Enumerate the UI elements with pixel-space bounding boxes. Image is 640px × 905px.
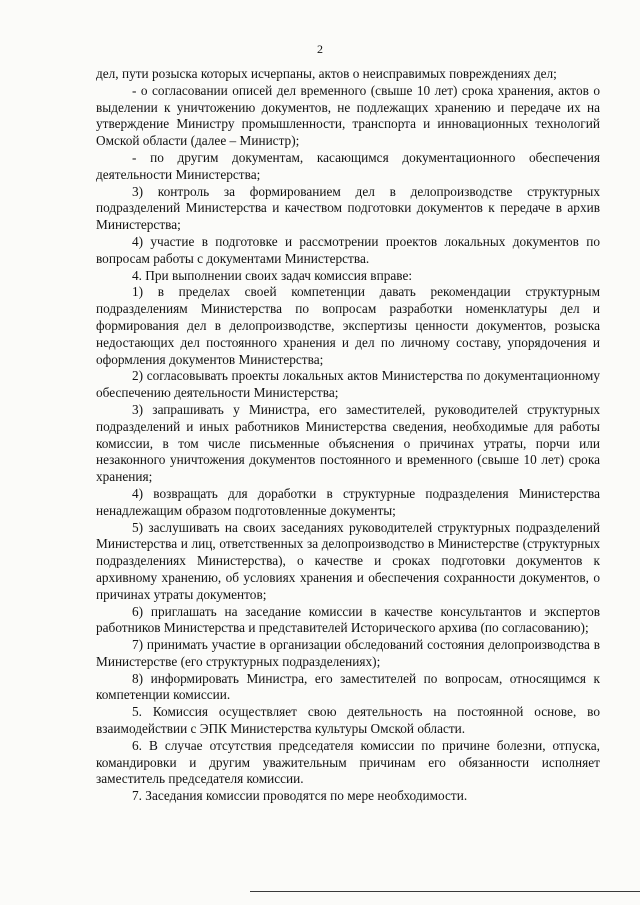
paragraph: 2) согласовывать проекты локальных актов Министерства по документационному обеспечению деятельности Министерства; — [96, 368, 600, 401]
paragraph: 8) информировать Министра, его заместителей по вопросам, относящимся к компетенции комиссии. — [96, 670, 600, 703]
paragraph: - о согласовании описей дел временного (свыше 10 лет) срока хранения, актов о выделении к уничтожению документов, не подлежащих хранению и передаче их на утверждение Министру промышленности, транспорта и инновационных технологий Омской области (далее – Министр); — [96, 82, 600, 149]
paragraph: 5. Комиссия осуществляет свою деятельность на постоянной основе, во взаимодействии с ЭПК Министерства культуры Омской области. — [96, 704, 600, 737]
page-number: 2 — [317, 42, 323, 56]
paragraph: дел, пути розыска которых исчерпаны, актов о неисправимых повреждениях дел; — [96, 66, 557, 81]
paragraph: 7. Заседания комиссии проводятся по мере необходимости. — [132, 788, 468, 804]
paragraph: 1) в пределах своей компетенции давать рекомендации структурным подразделениям Министерства по вопросам разработки номенклатуры дел и формирования дел в делопроизводстве, экспертизы ценности документов, розыска недостающих дел постоянного хранения и дел по личному составу, упорядочения и оформления документов Министерства; — [96, 284, 600, 367]
paragraph: - по другим документам, касающимся документационного обеспечения деятельности Министерства; — [96, 149, 600, 182]
paragraph: 4) возвращать для доработки в структурные подразделения Министерства ненадлежащим образом подготовленные документы; — [96, 485, 600, 518]
paragraph: 4. При выполнении своих задач комиссия вправе: — [132, 267, 413, 283]
paragraph: 4) участие в подготовке и рассмотрении проектов локальных документов по вопросам работы с документами Министерства. — [96, 233, 600, 266]
paragraph: 3) контроль за формированием дел в делопроизводстве структурных подразделений Министерства и качеством подготовки документов к передаче в архив Министерства; — [96, 183, 600, 233]
scan-edge-line — [250, 891, 640, 892]
paragraph: 6. В случае отсутствия председателя комиссии по причине болезни, отпуска, командировки и другим уважительным причинам его обязанности исполняет заместитель председателя комиссии. — [96, 737, 600, 787]
paragraph: 7) принимать участие в организации обследований состояния делопроизводства в Министерстве (его структурных подразделениях); — [96, 637, 600, 669]
paragraph: 6) приглашать на заседание комиссии в качестве консультантов и экспертов работников Министерства и представителей Исторического архива (по согласованию); — [96, 603, 600, 636]
paragraph: 3) запрашивать у Министра, его заместителей, руководителей структурных подразделений и иных работников Министерства сведения, необходимые для работы комиссии, в том числе письменные объяснения о причинах утраты, порчи или незаконного уничтожения документов постоянного и временного (свыше 10 лет) срока хранения; — [96, 401, 600, 485]
paragraph: 5) заслушивать на своих заседаниях руководителей структурных подразделений Министерства и лиц, ответственных за делопроизводство в Министерстве (структурных подразделениях Министерства), о качестве и сроках подготовки документов к архивному хранению, об условиях хранения и обеспечения сохранности документов, о причинах утраты документов; — [96, 519, 600, 602]
document-body — [96, 66, 600, 805]
